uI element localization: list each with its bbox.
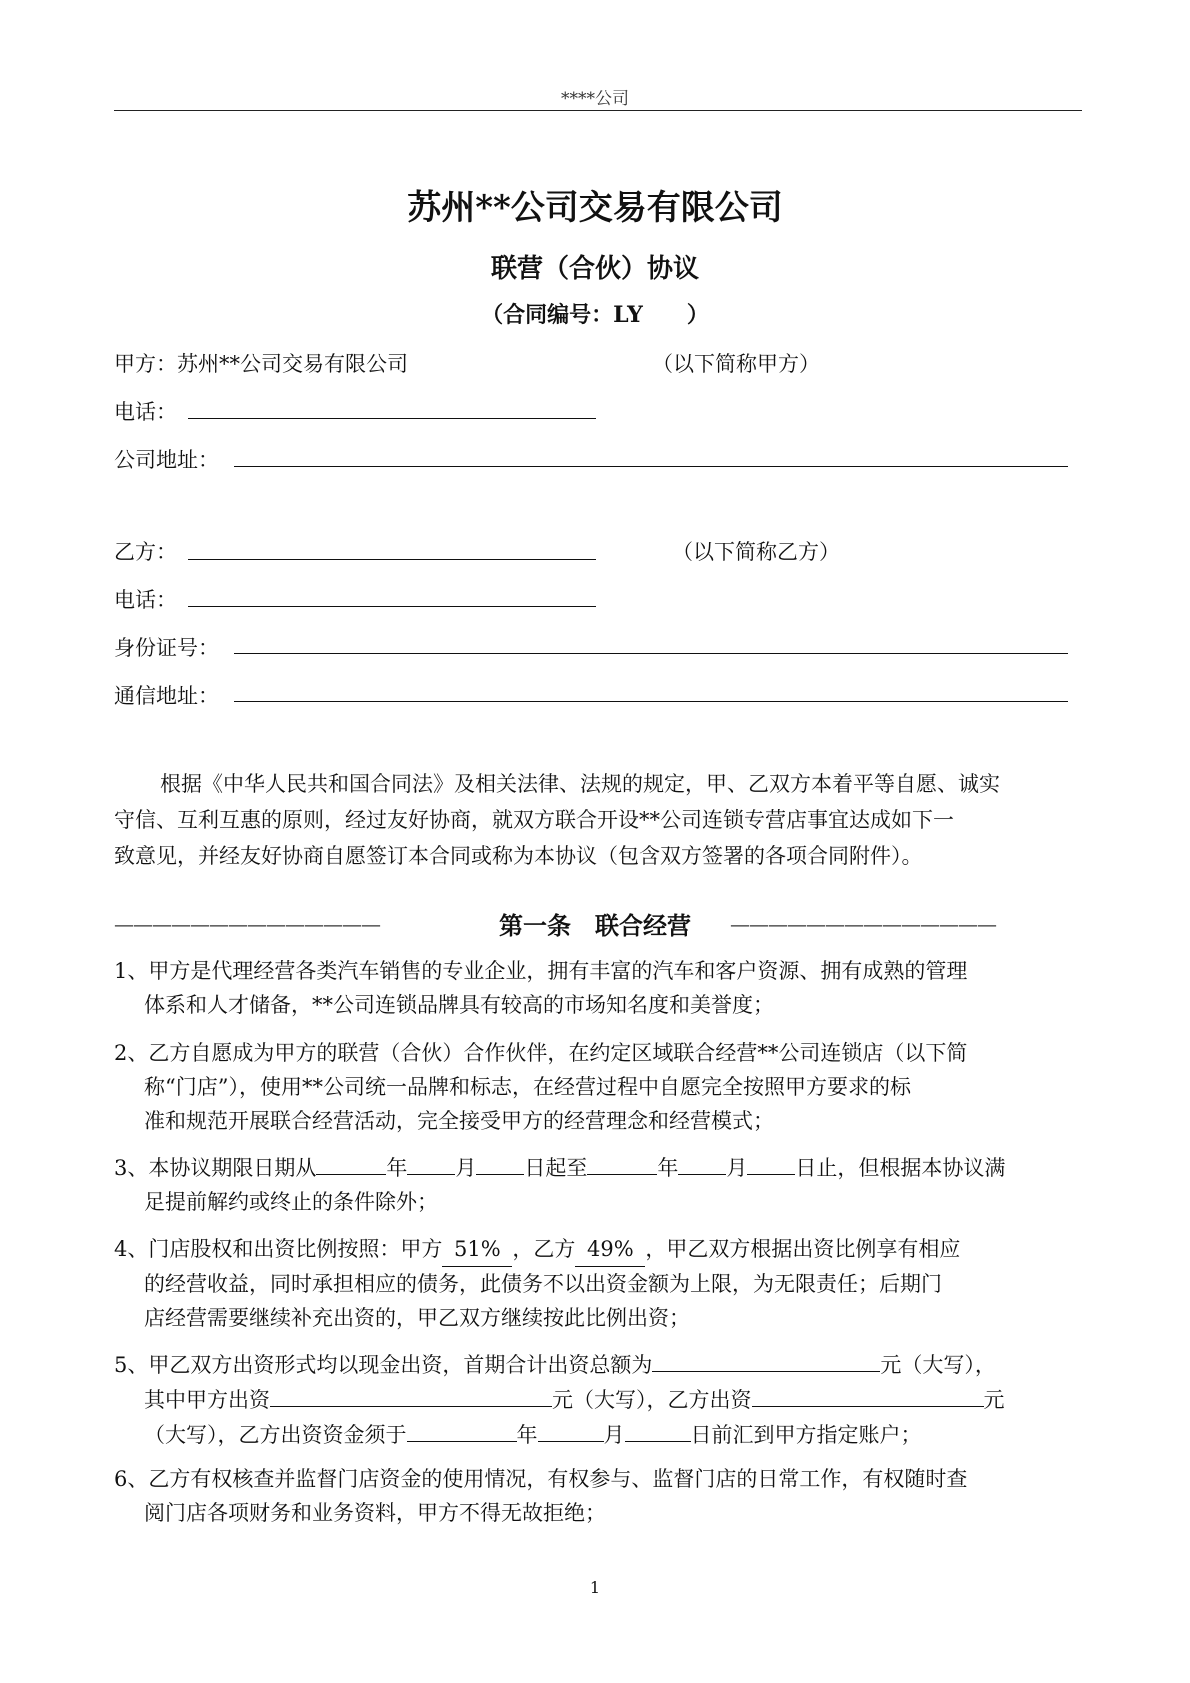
party-b-id-label: 身份证号：	[114, 636, 219, 660]
end-day-field[interactable]	[747, 1150, 795, 1175]
party-a-address-label: 公司地址：	[114, 448, 219, 472]
intro-line: 致意见，并经友好协商自愿签订本合同或称为本协议（包含双方签署的各项合同附件）。	[114, 844, 923, 868]
clause-item-6	[114, 1462, 967, 1530]
party-b-id-field[interactable]	[234, 653, 1068, 654]
clause-line: 5、甲乙双方出资形式均以现金出资，首期合计出资总额为 元（大写），	[114, 1347, 1005, 1382]
party-a-phone-field[interactable]	[188, 418, 596, 419]
party-a-name: 甲方：苏州**公司交易有限公司	[114, 352, 408, 376]
clause-line: 的经营收益，同时承担相应的债务，此债务不以出资金额为上限，为无限责任；后期门	[144, 1272, 942, 1296]
deposit-day-field[interactable]	[625, 1417, 691, 1442]
clause-line: （大写），乙方出资资金须于 年 月 日前汇到甲方指定账户；	[114, 1417, 1005, 1452]
deposit-year-field[interactable]	[407, 1417, 517, 1442]
clause-line: 其中甲方出资 元（大写），乙方出资 元	[114, 1382, 1005, 1417]
intro-paragraph	[114, 766, 1082, 874]
clause-line: 1、甲方是代理经营各类汽车销售的专业企业，拥有丰富的汽车和客户资源、拥有成熟的管理	[114, 959, 968, 983]
start-year-field[interactable]	[316, 1150, 386, 1175]
document-title: 苏州**公司交易有限公司	[407, 188, 783, 228]
clause-line: 称“门店”），使用**公司统一品牌和标志，在经营过程中自愿完全按照甲方要求的标	[144, 1075, 911, 1099]
page-number: 1	[589, 1578, 601, 1597]
header-rule	[114, 110, 1082, 111]
party-b-address-field[interactable]	[234, 701, 1068, 702]
clause-line: 3、本协议期限日期从 年 月 日起至 年 月 日止，但根据本协议满	[114, 1150, 1005, 1185]
party-a-address-field[interactable]	[234, 466, 1068, 467]
intro-line: 根据《中华人民共和国合同法》及相关法律、法规的规定，甲、乙双方本着平等自愿、诚实	[160, 772, 1000, 796]
section-dashes-left: ——————————————	[114, 912, 380, 936]
party-b-name-field[interactable]	[188, 559, 596, 560]
party-b-name-label: 乙方：	[114, 540, 177, 564]
party-b-address-label: 通信地址：	[114, 684, 219, 708]
clause-line: 足提前解约或终止的条件除外；	[144, 1190, 438, 1214]
clause-item-2	[114, 1036, 967, 1138]
intro-line: 守信、互利互惠的原则，经过友好协商，就双方联合开设**公司连锁专营店事宜达成如下一	[114, 808, 954, 832]
clause-line: 阅门店各项财务和业务资料，甲方不得无故拒绝；	[144, 1501, 606, 1525]
clause-line: 6、乙方有权核查并监督门店资金的使用情况，有权参与、监督门店的日常工作，有权随时查	[114, 1467, 968, 1491]
clause-line: 店经营需要继续补充出资的，甲乙双方继续按此比例出资；	[144, 1306, 690, 1330]
clause-item-4	[114, 1232, 960, 1335]
end-month-field[interactable]	[678, 1150, 726, 1175]
page-header: ****公司	[561, 89, 629, 109]
party-a-ratio: 51%	[442, 1232, 512, 1267]
clause-item-5	[114, 1347, 1005, 1452]
section-dashes-right: ——————————————	[730, 912, 996, 936]
total-capital-field[interactable]	[652, 1347, 880, 1372]
party-b-abbr: （以下简称乙方）	[672, 540, 840, 564]
start-day-field[interactable]	[476, 1150, 524, 1175]
party-b-capital-field[interactable]	[752, 1382, 984, 1407]
party-a-abbr: （以下简称甲方）	[652, 352, 820, 376]
clause-line: 2、乙方自愿成为甲方的联营（合伙）合作伙伴，在约定区域联合经营**公司连锁店（以下简	[114, 1041, 968, 1065]
party-a-capital-field[interactable]	[270, 1382, 552, 1407]
section-title: 第一条 联合经营	[499, 911, 691, 940]
contract-number: （合同编号：LY ）	[481, 302, 709, 328]
document-subtitle: 联营（合伙）协议	[490, 254, 699, 284]
clause-line: 准和规范开展联合经营活动，完全接受甲方的经营理念和经营模式；	[144, 1109, 774, 1133]
clause-item-3	[114, 1150, 1005, 1219]
end-year-field[interactable]	[587, 1150, 657, 1175]
party-a-phone-label: 电话：	[114, 400, 177, 424]
start-month-field[interactable]	[407, 1150, 455, 1175]
clause-line: 体系和人才储备，**公司连锁品牌具有较高的市场知名度和美誉度；	[144, 993, 774, 1017]
party-b-ratio: 49%	[575, 1232, 645, 1267]
party-b-phone-field[interactable]	[188, 606, 596, 607]
deposit-month-field[interactable]	[538, 1417, 604, 1442]
clause-line: 4、门店股权和出资比例按照：甲方 51% ，乙方 49% ，甲乙双方根据出资比例享有相应	[114, 1232, 960, 1267]
party-b-phone-label: 电话：	[114, 588, 177, 612]
clause-item-1	[114, 954, 967, 1022]
